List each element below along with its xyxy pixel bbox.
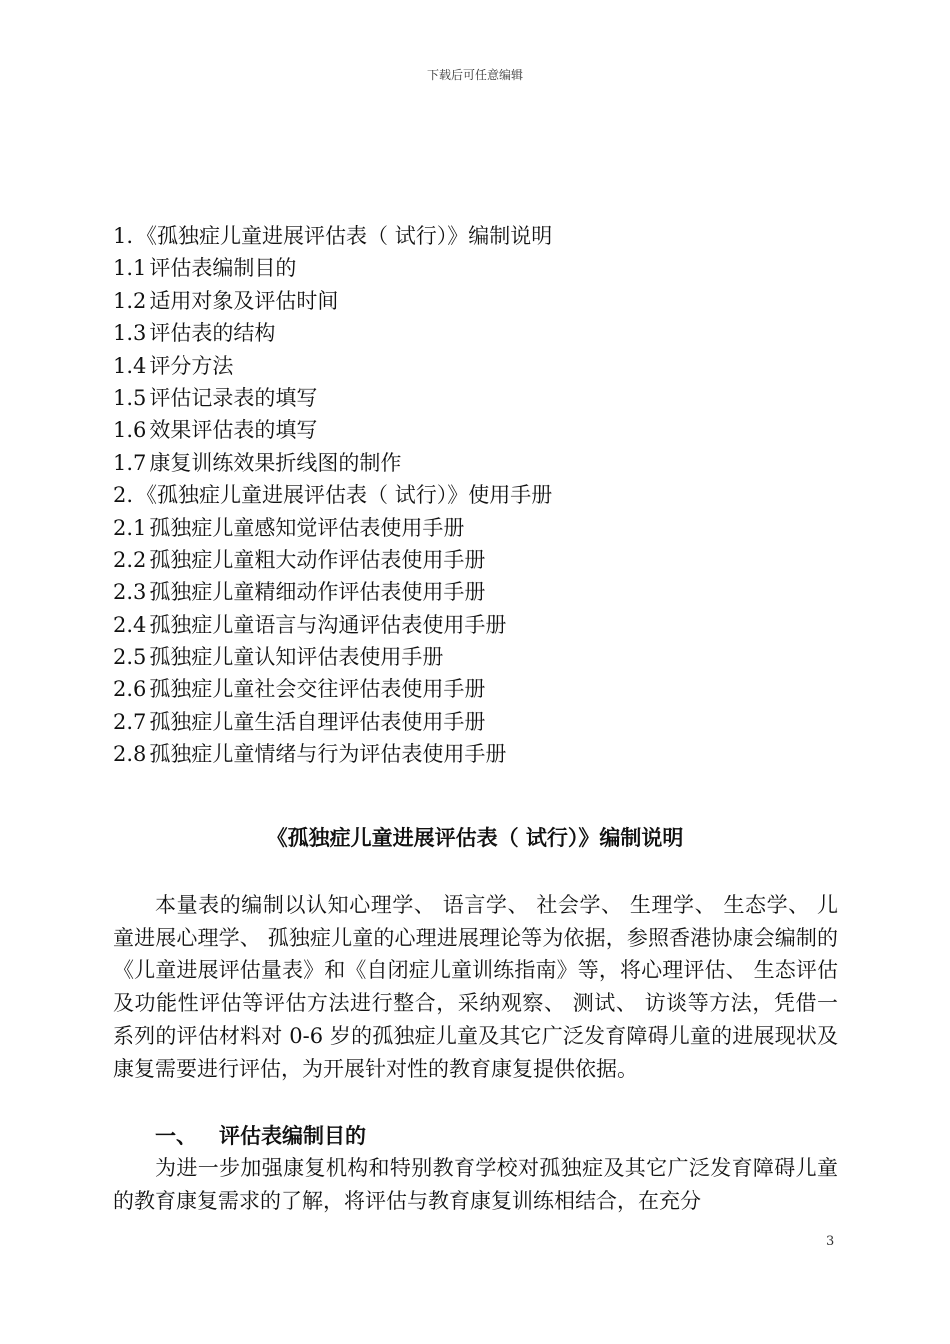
toc-label: 《孤独症儿童进展评估表（ 试行）》使用手册 (136, 483, 553, 508)
toc-number: 2. (113, 483, 134, 508)
toc-entry (113, 641, 853, 673)
toc-number: 2.7 (113, 709, 147, 734)
toc-label: 孤独症儿童感知觉评估表使用手册 (149, 515, 465, 540)
section-heading (155, 1120, 366, 1152)
toc-entry (113, 350, 853, 382)
toc-entry (113, 479, 853, 511)
toc-number: 1.6 (113, 418, 147, 443)
page-number: 3 (826, 1234, 835, 1249)
toc-label: 孤独症儿童认知评估表使用手册 (149, 645, 444, 670)
toc-number: 2.1 (113, 515, 147, 540)
toc-number: 1.2 (113, 288, 147, 313)
toc-label: 孤独症儿童精细动作评估表使用手册 (149, 580, 486, 605)
toc-entry (113, 576, 853, 608)
toc-label: 孤独症儿童情绪与行为评估表使用手册 (149, 742, 507, 767)
toc-entry (113, 285, 853, 317)
toc-label: 孤独症儿童语言与沟通评估表使用手册 (149, 612, 507, 637)
document-title: 《孤独症儿童进展评估表（ 试行）》编制说明 (266, 825, 684, 850)
toc-entry (113, 317, 853, 349)
toc-entry (113, 544, 853, 576)
toc-number: 2.8 (113, 742, 147, 767)
toc-entry (113, 706, 853, 738)
toc-number: 1.7 (113, 450, 147, 475)
toc-entry (113, 220, 853, 252)
toc-label: 孤独症儿童生活自理评估表使用手册 (149, 709, 486, 734)
toc-number: 1.5 (113, 385, 147, 410)
toc-entry (113, 609, 853, 641)
toc-number: 2.6 (113, 677, 147, 702)
toc-label: 效果评估表的填写 (149, 418, 318, 443)
toc-label: 评估表的结构 (149, 321, 276, 346)
toc-number: 2.3 (113, 580, 147, 605)
toc-entry (113, 252, 853, 284)
section-number: 一、 (155, 1123, 197, 1148)
toc-label: 孤独症儿童社会交往评估表使用手册 (149, 677, 486, 702)
toc-entry (113, 447, 853, 479)
toc-entry (113, 414, 853, 446)
toc-number: 2.4 (113, 612, 147, 637)
toc-number: 1.4 (113, 353, 147, 378)
toc-label: 评估记录表的填写 (149, 385, 318, 410)
toc-number: 2.5 (113, 645, 147, 670)
toc-label: 孤独症儿童粗大动作评估表使用手册 (149, 547, 486, 572)
toc-entry (113, 512, 853, 544)
toc-label: 《孤独症儿童进展评估表（ 试行）》编制说明 (136, 224, 553, 248)
toc-number: 1. (113, 224, 134, 248)
toc-label: 评估表编制目的 (149, 256, 297, 281)
toc-number: 2.2 (113, 547, 147, 572)
toc-label: 适用对象及评估时间 (149, 288, 339, 313)
toc-entry (113, 382, 853, 414)
toc-label: 评分方法 (149, 353, 234, 378)
toc-entry (113, 673, 853, 705)
toc-label: 康复训练效果折线图的制作 (149, 450, 402, 475)
toc-number: 1.1 (113, 256, 147, 281)
section-title: 评估表编制目的 (219, 1123, 366, 1148)
page-header: 下载后可任意编辑 (426, 68, 523, 82)
table-of-contents (113, 220, 853, 771)
toc-entry (113, 738, 853, 770)
section-paragraph: 为进一步加强康复机构和特别教育学校对孤独症及其它广泛发育障碍儿童的教育康复需求的了解，将评估与教育康复训练相结合，在充分 (113, 1156, 838, 1213)
toc-number: 1.3 (113, 321, 147, 346)
intro-paragraph: 本量表的编制以认知心理学、 语言学、 社会学、 生理学、 生态学、 儿童进展心理学、 孤独症儿童的心理进展理论等为依据，参照香港协康会编制的《儿童进展评估量表》和《自闭症儿童训练指南》等，将心理评估、 生态评估及功能性评估等评估方法进行整合，采纳观察、 测试、 访谈等方法，凭借一系列的评估材料对 0-6 岁的孤独症儿童及其它广泛发育障碍儿童的进展现状及康复需要进行评估，为开展针对性的教育康复提供依据。 (113, 893, 838, 1081)
